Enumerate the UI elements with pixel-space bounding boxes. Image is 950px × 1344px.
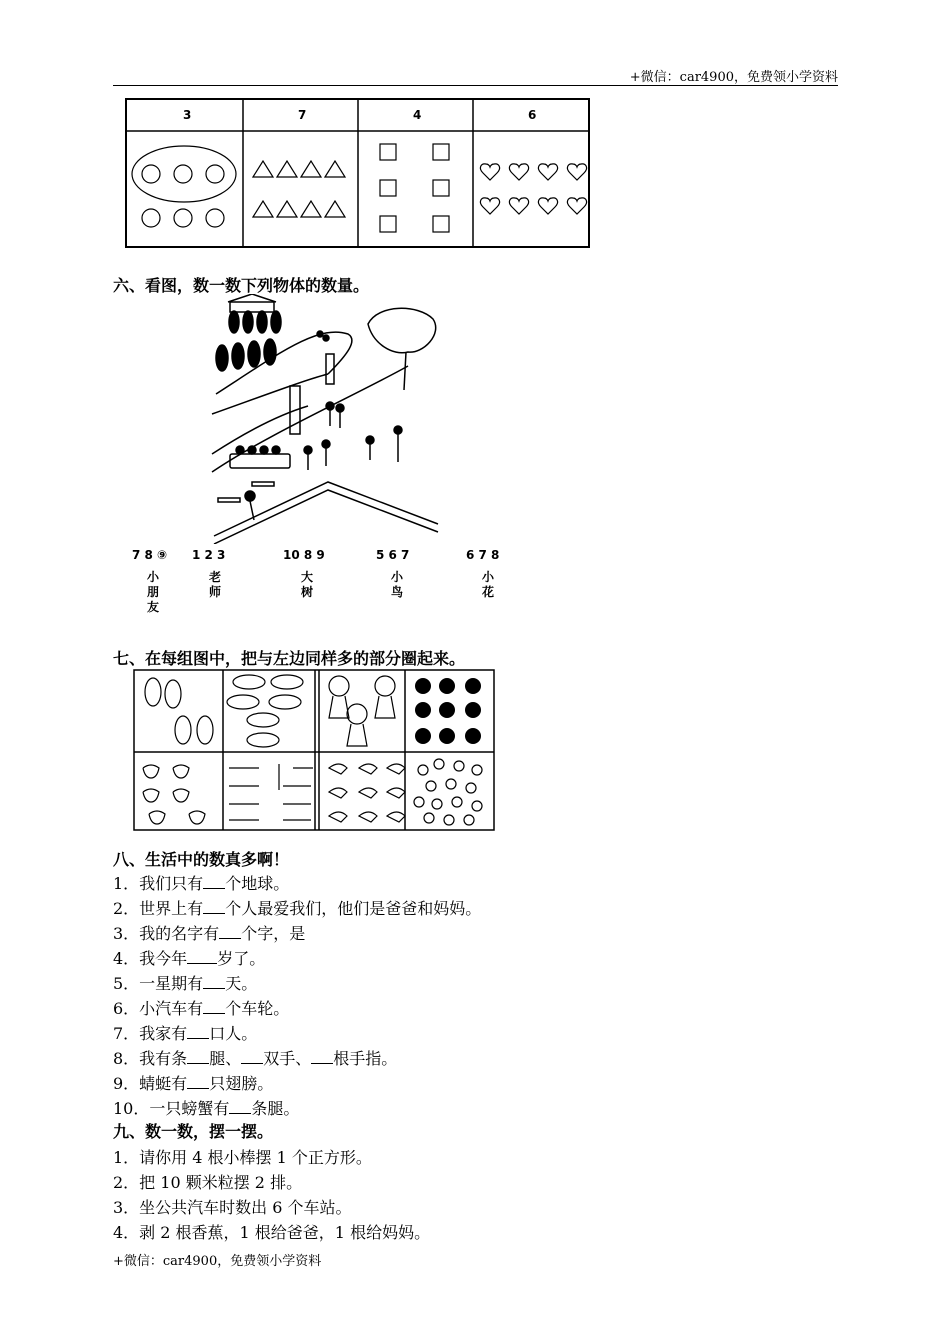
list-item-8-3: 3．我的名字有 个字，是 [113,924,306,943]
label-children: 小 朋 友 [146,570,159,614]
table-number-3: 4 [413,108,422,122]
matching-grid [133,668,495,832]
list-item-8-4: 4．我今年 岁了。 [113,949,266,968]
shape-count-table [125,97,591,249]
list-item-8-9: 9．蜻蜓有 只翅膀。 [113,1074,274,1093]
squares-group [380,144,449,232]
list-item-8-6: 6．小汽车有 个车轮。 [113,999,290,1018]
hearts-group [480,164,586,214]
list-item-9-1: 1．请你用 4 根小棒摆 1 个正方形。 [113,1148,372,1167]
list-item-9-4: 4．剥 2 根香蕉，1 根给爸爸，1 根给妈妈。 [113,1223,431,1242]
page-header: +微信：car4900，免费领小学资料 [629,70,838,85]
list-item-8-5: 5．一星期有 天。 [113,974,258,993]
triangles-group [253,161,345,217]
section-7-title: 七、在每组图中，把与左边同样多的部分圈起来。 [113,649,466,668]
label-birds: 小 鸟 [390,570,403,599]
park-illustration [208,294,440,544]
section-6-title: 六、看图，数一数下列物体的数量。 [113,276,370,295]
label-trees: 大 树 [300,570,313,599]
list-item-8-8: 8．我有条 腿、 双手、 根手指。 [113,1049,398,1068]
table-number-1: 3 [183,108,192,122]
option-flowers: 6 7 8 [466,548,500,562]
list-item-8-2: 2．世界上有 个人最爱我们，他们是爸爸和妈妈。 [113,899,482,918]
section-9-title: 九、数一数，摆一摆。 [113,1122,274,1141]
option-birds: 5 6 7 [376,548,410,562]
circles-group [132,146,236,227]
section-8-title: 八、生活中的数真多啊！ [113,850,290,869]
list-item-9-2: 2．把 10 颗米粒摆 2 排。 [113,1173,303,1192]
option-trees: 10 8 9 [283,548,325,562]
option-teacher: 1 2 3 [192,548,226,562]
label-teacher: 老 师 [208,570,221,599]
label-flowers: 小 花 [481,570,494,599]
header-rule [113,85,838,86]
table-number-4: 6 [528,108,537,122]
list-item-8-10: 10．一只螃蟹有 条腿。 [113,1099,300,1118]
page-footer: +微信：car4900，免费领小学资料 [113,1254,322,1269]
list-item-9-3: 3．坐公共汽车时数出 6 个车站。 [113,1198,352,1217]
list-item-8-7: 7．我家有 口人。 [113,1024,258,1043]
table-number-2: 7 [298,108,307,122]
option-children: 7 8 ⑨ [132,548,168,562]
list-item-8-1: 1．我们只有 个地球。 [113,874,290,893]
